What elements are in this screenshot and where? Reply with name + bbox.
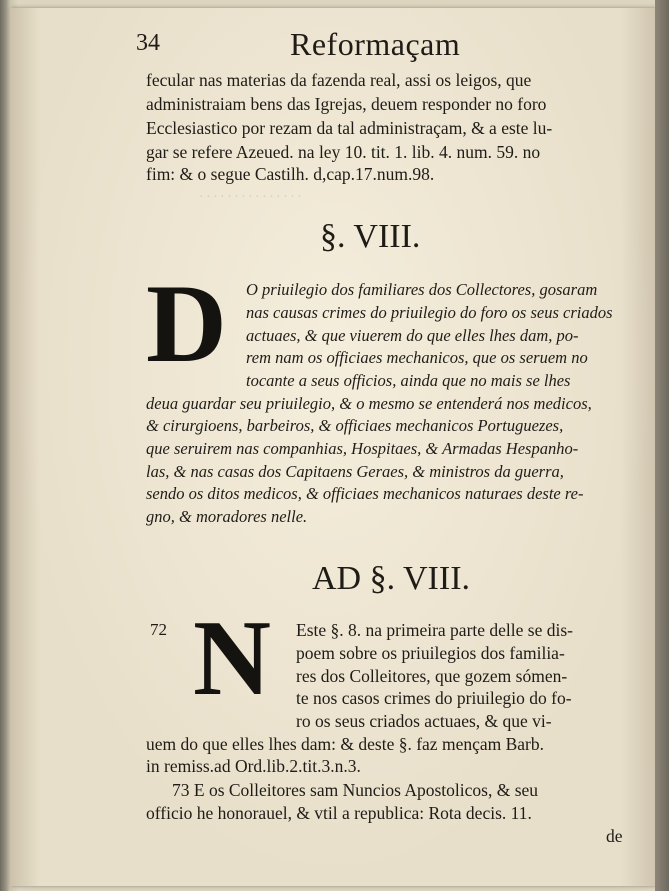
italic-line: rem nam os officiaes mechanicos, que os seruem no <box>246 348 588 367</box>
running-head: Reformaçam <box>290 26 461 62</box>
text-line: officio he honorauel, & vtil a republica: Rota decis. 11. <box>146 803 532 823</box>
show-through: . . . . . . . . . . . . . . . <box>200 186 302 201</box>
text-line: gar se refere Azeued. na ley 10. tit. 1. lib. 4. num. 59. no <box>146 142 541 162</box>
text-line: fim: & o segue Castilh. d,cap.17.num.98. <box>146 164 435 184</box>
commentary-heading: AD §. VIII. <box>312 560 471 597</box>
italic-line: que seruirem nas companhias, Hospitaes, & Armadas Hespanho- <box>146 439 579 458</box>
italic-line: actuaes, & que viuerem do que elles lhes dam, po- <box>246 326 579 345</box>
page-edge <box>655 0 669 891</box>
page-number: 34 <box>136 30 160 56</box>
text-line: administraiam bens das Igrejas, deuem responder no foro <box>146 94 547 114</box>
italic-line: tocante a seus officios, ainda que no mais se lhes <box>246 371 571 390</box>
italic-line: sendo os ditos medicos, & officiaes mechanicos naturaes deste re- <box>146 484 584 503</box>
italic-line: deua guardar seu priuilegio, & o mesmo se entenderá nos medicos, <box>146 394 592 413</box>
drop-cap: D <box>146 262 227 386</box>
text-line: te nos casos crimes do priuilegio do fo- <box>296 688 572 708</box>
italic-line: gno, & moradores nelle. <box>146 507 308 526</box>
italic-line: O priuilegio dos familiares dos Collectores, gosaram <box>246 280 598 299</box>
text-line: res dos Colleitores, que gozem sómen- <box>296 666 568 686</box>
catchword: de <box>606 826 623 846</box>
text-line: Este §. 8. na primeira parte delle se dis- <box>296 620 573 640</box>
italic-line: las, & nas casas dos Capitaens Geraes, & ministros da guerra, <box>146 462 564 481</box>
text-line: Ecclesiastico por rezam da tal administraçam, & a este lu- <box>146 118 553 138</box>
text-line: in remiss.ad Ord.lib.2.tit.3.n.3. <box>146 756 361 776</box>
text-line: 73 E os Colleitores sam Nuncios Apostolicos, & seu <box>172 780 539 800</box>
italic-line: & cirurgioens, barbeiros, & officiaes mechanicos Portuguezes, <box>146 416 564 435</box>
italic-line: nas causas crimes do priuilegio do foro os seus criados <box>246 303 613 322</box>
text-line: fecular nas materias da fazenda real, assi os leigos, que <box>146 70 532 90</box>
text-line: poem sobre os priuilegios dos familia- <box>296 643 565 663</box>
text-line: ro os seus criados actuaes, & que vi- <box>296 711 552 731</box>
text-line: uem do que elles lhes dam: & deste §. faz mençam Barb. <box>146 734 544 754</box>
margin-number: 72 <box>150 620 167 639</box>
section-heading: §. VIII. <box>320 218 421 255</box>
drop-cap: N <box>193 599 271 718</box>
